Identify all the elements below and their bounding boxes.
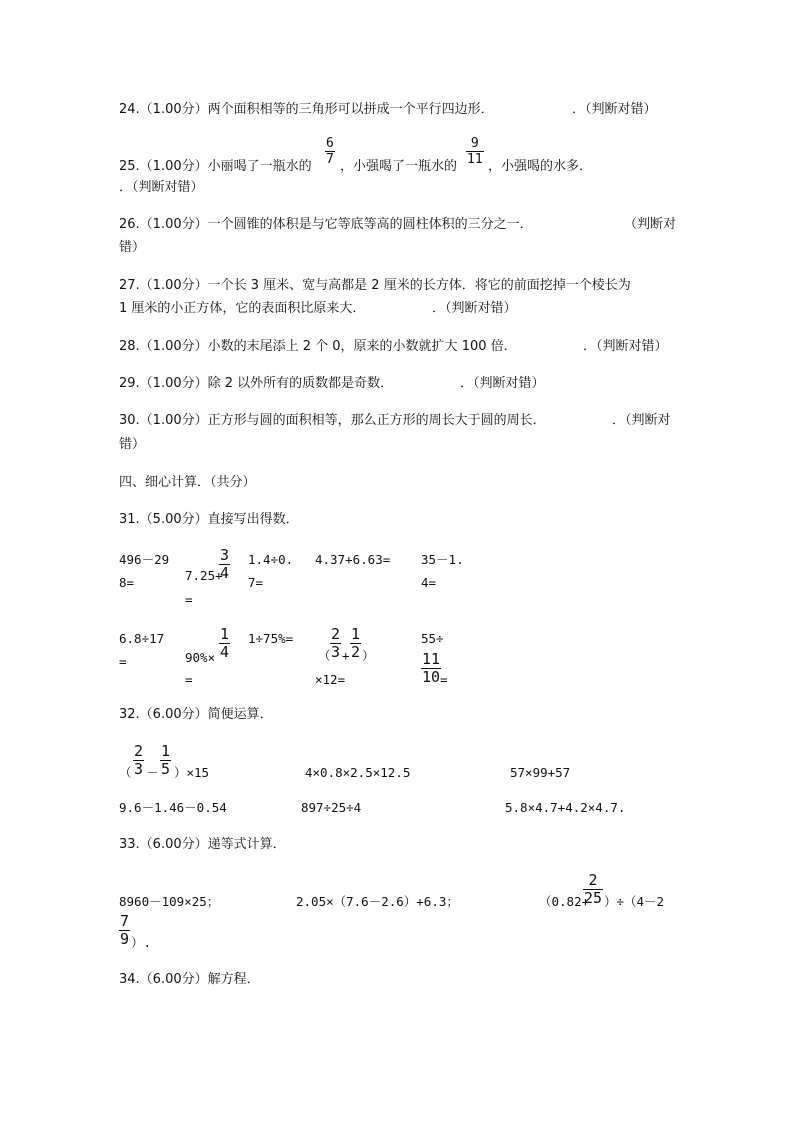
q31-r2-d-fraction-1 — [330, 626, 341, 661]
q32-e3: 57×99+57 — [510, 765, 571, 780]
q31-r2-e1: 55÷ — [421, 631, 444, 646]
q31-r2-a2: = — [119, 654, 127, 669]
q31-r1-b-den: 4 — [220, 564, 230, 582]
q31-r1-b-num: 3 — [220, 546, 230, 564]
q26-text: 26.（1.00分）一个圆锥的体积是与它等底等高的圆柱体积的三分之一． — [119, 217, 533, 232]
q31-r1-d1: 4.37+6.63= — [315, 552, 391, 567]
q28-text: 28.（1.00分）小数的末尾添上 2 个 0，原来的小数就扩大 100 倍． — [119, 339, 517, 354]
q33-e3-fraction — [583, 872, 603, 907]
q31-r2-d-open: （ — [318, 648, 331, 663]
q32-e5: 897÷25÷4 — [301, 800, 362, 815]
q31-r2-d-f2-num: 1 — [351, 625, 361, 643]
q31-r2-d-f1-den: 3 — [331, 643, 341, 661]
q32-e2: 4×0.8×2.5×12.5 — [305, 765, 411, 780]
q32-e1-f2-den: 5 — [161, 760, 171, 778]
q27-line1: 27.（1.00分）一个长 3 厘米、宽与高都是 2 厘米的长方体．将它的前面挖掉一个棱长为 — [119, 278, 631, 293]
q29-judge: ．（判断对错） — [460, 376, 545, 391]
q30-judge-cont: 错） — [119, 437, 146, 452]
q31-r1-a2: 8= — [119, 575, 135, 590]
q25-f2-num: 9 — [466, 136, 484, 152]
q31-title: 31.（5.00分）直接写出得数． — [119, 512, 299, 527]
q33-e3-f2-num: 7 — [120, 912, 130, 930]
q33-e2: 2.05×（7.6－2.6）+6.3； — [296, 894, 459, 909]
q25-fraction-2 — [466, 136, 484, 167]
q32-e1-fraction-2 — [160, 743, 171, 778]
q31-r1-e1: 35－1. — [421, 552, 464, 567]
q32-e1-f1-den: 3 — [134, 760, 144, 778]
q24-judge: ．（判断对错） — [572, 102, 657, 117]
q25-judge: ．（判断对错） — [119, 180, 204, 195]
q27-judge: ．（判断对错） — [432, 301, 517, 316]
q32-e6: 5.8×4.7+4.2×4.7. — [505, 800, 626, 815]
q27-line2: 1 厘米的小正方体，它的表面积比原来大． — [119, 301, 366, 316]
q33-e3a: （0.82+ — [539, 894, 590, 909]
q32-e1-close: ）×15 — [174, 765, 210, 780]
q33-e3-den: 25 — [584, 889, 603, 907]
q31-r2-d-plus: + — [342, 648, 350, 663]
q31-r2-b-den: 4 — [220, 643, 230, 661]
q25-f1-den: 7 — [326, 152, 334, 167]
q30-judge: ．（判断对 — [612, 413, 671, 428]
q31-r1-a1: 496－29 — [119, 552, 170, 567]
q33-e1: 8960－109×25； — [119, 894, 220, 909]
q26-judge-cont: 错） — [119, 240, 146, 255]
q31-r2-e-fraction — [421, 651, 441, 686]
q31-r2-e-den: 10 — [422, 668, 441, 686]
q31-r1-c1: 1.4÷0. — [248, 552, 294, 567]
q31-r2-b-num: 1 — [220, 625, 230, 643]
q26-judge: （判断对 — [624, 217, 677, 232]
q28-judge: ．（判断对错） — [583, 339, 668, 354]
q31-r1-e2: 4= — [421, 575, 437, 590]
q31-r2-d-fraction-2 — [350, 626, 361, 661]
q33-e3b: ）÷（4－2 — [604, 894, 665, 909]
q31-r2-d-f1-num: 2 — [331, 625, 341, 643]
q31-r2-b-fraction — [219, 626, 230, 661]
q31-r2-c1: 1÷75%= — [248, 631, 294, 646]
q32-e1-f1-num: 2 — [134, 742, 144, 760]
q31-r1-b2: = — [185, 592, 193, 607]
q25-f2-den: 11 — [467, 152, 483, 167]
q32-e1-minus: － — [146, 765, 159, 780]
q31-r2-b2: = — [185, 672, 193, 687]
q32-title: 32.（6.00分）简便运算． — [119, 707, 273, 722]
q31-r2-d2: ×12= — [315, 672, 346, 687]
q31-r2-e2: = — [440, 672, 448, 687]
q31-r2-a1: 6.8÷17 — [119, 631, 165, 646]
q30-text: 30.（1.00分）正方形与圆的面积相等，那么正方形的周长大于圆的周长． — [119, 413, 546, 428]
q31-r2-b1: 90%× — [185, 650, 216, 665]
q33-e3-f2-den: 9 — [120, 930, 130, 948]
q25-fraction-1 — [325, 136, 335, 167]
q25-f1-num: 6 — [326, 136, 334, 151]
q32-e1-fraction-1 — [133, 743, 144, 778]
q29-text: 29.（1.00分）除 2 以外所有的质数都是奇数． — [119, 376, 394, 391]
q32-e4: 9.6－1.46－0.54 — [119, 800, 227, 815]
q31-r1-b1: 7.25+ — [185, 568, 223, 583]
q32-e1-f2-num: 1 — [161, 742, 171, 760]
q25-text-a: 25.（1.00分）小丽喝了一瓶水的 — [119, 159, 312, 174]
section-heading: 四、细心计算．（共分） — [119, 475, 256, 490]
q33-title: 33.（6.00分）递等式计算． — [119, 837, 286, 852]
q33-e3-fraction-2 — [119, 913, 130, 948]
q31-r2-d-f2-den: 2 — [351, 643, 361, 661]
q24-text: 24.（1.00分）两个面积相等的三角形可以拼成一个平行四边形． — [119, 102, 494, 117]
q32-e1-open: （ — [119, 765, 132, 780]
q25-text-c: ，小强喝的水多． — [488, 159, 593, 174]
q33-e3-num: 2 — [583, 872, 603, 890]
q34-title: 34.（6.00分）解方程． — [119, 972, 260, 987]
q31-r1-c2: 7= — [248, 575, 264, 590]
q25-text-b: ，小强喝了一瓶水的 — [340, 159, 458, 174]
q31-r2-e-num: 11 — [422, 650, 441, 668]
q31-r2-d-close: ） — [362, 648, 375, 663]
q33-e3c: ）. — [131, 935, 152, 950]
